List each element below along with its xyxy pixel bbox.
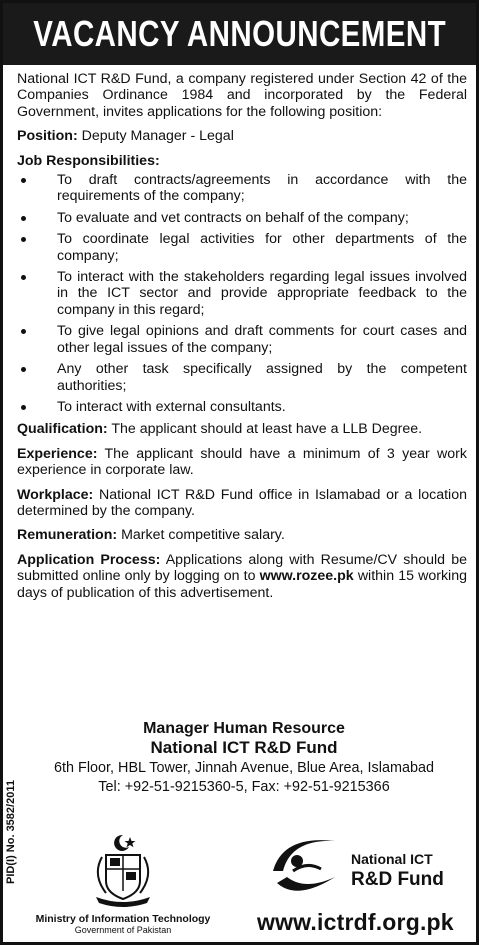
workplace-value: National ICT R&D Fund office in Islamabad or a location determined by the company. xyxy=(17,486,467,519)
contact-role: Manager Human Resource xyxy=(143,720,345,737)
announcement-body xyxy=(17,71,467,609)
position-line xyxy=(17,128,467,144)
ministry-block xyxy=(23,831,223,941)
qualification-label: Qualification: xyxy=(17,421,108,438)
remuneration-line xyxy=(17,527,467,543)
list-item: To give legal opinions and draft comments for court cases and other legal issues of the company; xyxy=(17,323,467,356)
pid-number: PID(I) No. 3582/2011 xyxy=(5,780,17,884)
fund-logo-line2: R&D Fund xyxy=(351,869,444,890)
fund-website[interactable]: www.ictrdf.org.pk xyxy=(257,909,454,935)
application-text: Applications along with Resume/CV should be submitted online only by logging on to xyxy=(17,551,467,585)
list-item: To interact with the stakeholders regarding legal issues involved in the ICT sector and provide appropriate feedback to the company in this regard; xyxy=(17,269,467,318)
bullet-icon xyxy=(21,216,26,221)
list-item: To evaluate and vet contracts on behalf of the company; xyxy=(17,210,467,226)
intro-paragraph: National ICT R&D Fund, a company registered under Section 42 of the Companies Ordinance 1984 and incorporated by the Federal Government, invites applications for the following position: xyxy=(17,71,467,120)
application-text-after: within 15 working days of publication of this advertisement. xyxy=(17,568,467,601)
list-item: Any other task specifically assigned by the competent authorities; xyxy=(17,361,467,394)
qualification-line xyxy=(17,421,467,437)
application-line xyxy=(17,552,467,601)
contact-block xyxy=(19,719,469,796)
list-item: To interact with external consultants. xyxy=(17,399,467,415)
government-emblem-icon xyxy=(78,831,168,911)
fund-logo-line1: National ICT xyxy=(351,851,433,867)
government-name: Government of Pakistan xyxy=(74,925,172,935)
remuneration-label: Remuneration: xyxy=(17,527,118,544)
list-item: To coordinate legal activities for other departments of the company; xyxy=(17,231,467,264)
fund-logo-block xyxy=(255,831,470,941)
experience-label: Experience: xyxy=(17,445,98,462)
workplace-label: Workplace: xyxy=(17,486,94,503)
responsibilities-title: Job Responsibilities: xyxy=(17,152,160,169)
qualification-value: The applicant should at least have a LLB Degree. xyxy=(111,421,423,438)
position-value: Deputy Manager - Legal xyxy=(81,128,234,145)
contact-org: National ICT R&D Fund xyxy=(150,738,338,757)
page-title: VACANCY ANNOUNCEMENT xyxy=(33,13,446,54)
experience-line xyxy=(17,446,467,479)
fund-swoosh-logo-icon xyxy=(263,831,353,903)
contact-address: 6th Floor, HBL Tower, Jinnah Avenue, Blue Area, Islamabad xyxy=(54,759,434,776)
application-link[interactable]: www.rozee.pk xyxy=(259,568,354,585)
workplace-line xyxy=(17,487,467,520)
bullet-icon xyxy=(21,367,26,372)
list-item: To draft contracts/agreements in accordance with the requirements of the company; xyxy=(17,172,467,205)
bullet-icon xyxy=(21,275,26,280)
bullet-icon xyxy=(21,405,26,410)
responsibilities-list xyxy=(17,172,467,415)
ministry-name: Ministry of Information Technology xyxy=(35,913,211,925)
position-label: Position: xyxy=(17,128,78,145)
header-banner xyxy=(3,3,476,65)
contact-phone: Tel: +92-51-9215360-5, Fax: +92-51-9215366 xyxy=(98,778,390,795)
application-label: Application Process: xyxy=(17,551,161,568)
bullet-icon xyxy=(21,329,26,334)
bullet-icon xyxy=(21,178,26,183)
remuneration-value: Market competitive salary. xyxy=(121,527,285,544)
experience-value: The applicant should have a minimum of 3 year work experience in corporate law. xyxy=(17,445,467,479)
bullet-icon xyxy=(21,237,26,242)
